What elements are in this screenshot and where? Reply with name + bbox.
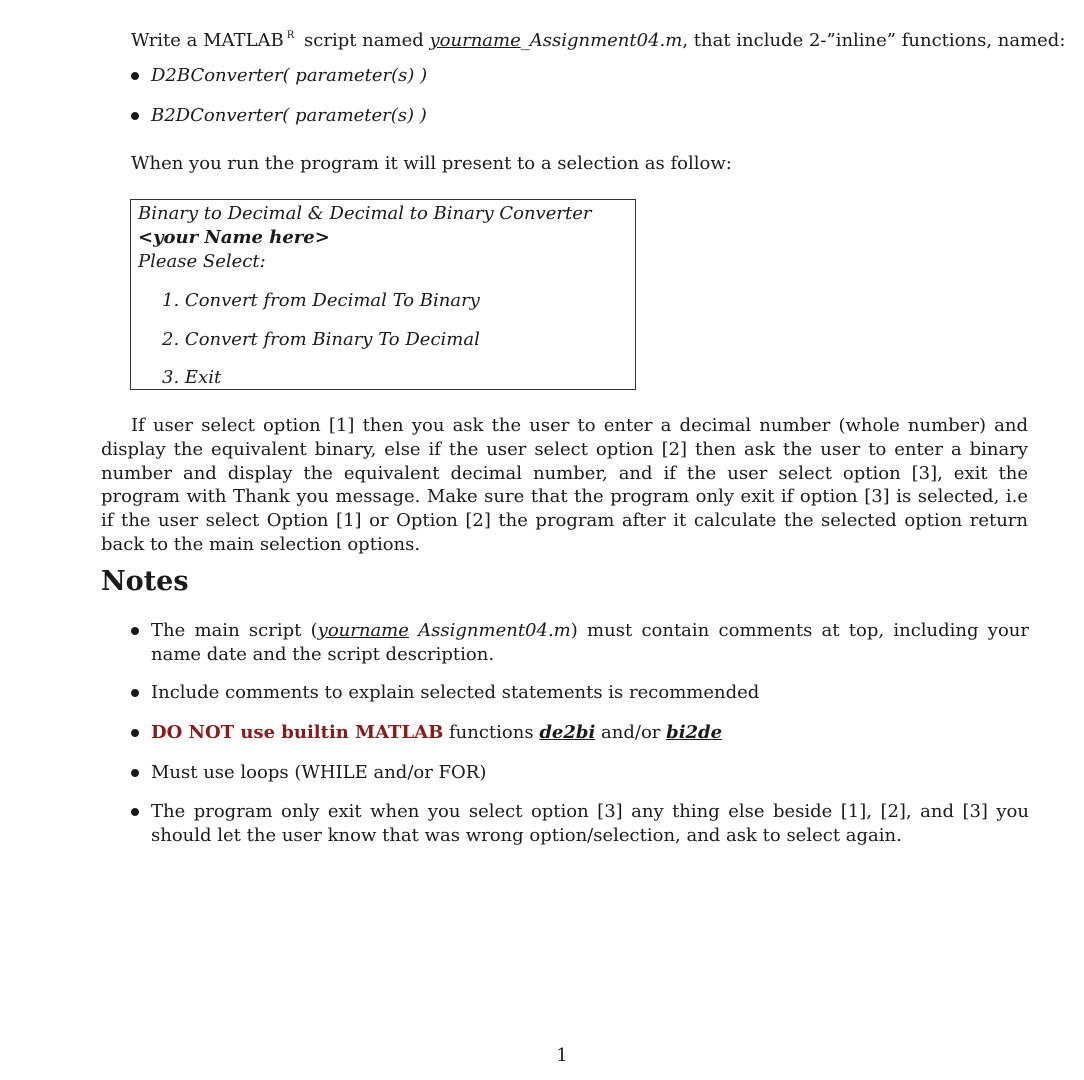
- note-builtin-warning: [151, 721, 722, 745]
- menu-example-box: [130, 199, 636, 390]
- menu-option-label: Convert from Decimal To Binary: [184, 290, 480, 311]
- intro-after-logo: script named: [304, 30, 424, 51]
- menu-title: Binary to Decimal & Decimal to Binary Converter: [138, 203, 592, 224]
- bullet-icon: [131, 72, 139, 80]
- menu-option-number: 1.: [162, 290, 180, 311]
- bullet-icon: [131, 769, 139, 777]
- func-bi2de: bi2de: [666, 722, 723, 743]
- menu-option-3: [162, 366, 221, 390]
- note3-joiner: and/or: [595, 722, 667, 743]
- bullet-icon: [131, 729, 139, 737]
- function-item-b2d: B2DConverter( parameter(s) ): [151, 105, 427, 126]
- page-number: 1: [556, 1045, 568, 1066]
- filename-underlined: yourname: [429, 30, 521, 51]
- menu-name-placeholder: <your Name here>: [138, 227, 330, 248]
- note1-filename: [318, 620, 571, 641]
- intro-after-filename: , that include 2-”inline” functions, named:: [682, 30, 1066, 51]
- menu-option-2: [162, 328, 480, 352]
- bullet-icon: [131, 627, 139, 635]
- note1-after: ) must contain comments at top, including your name date and the script description.: [151, 620, 1030, 665]
- selection-intro: When you run the program it will present to a selection as follow:: [131, 153, 732, 174]
- menu-prompt: Please Select:: [138, 251, 266, 272]
- note-main-script: [151, 619, 1029, 666]
- bullet-icon: [131, 112, 139, 120]
- menu-option-label: Convert from Binary To Decimal: [184, 329, 480, 350]
- note1-before: The main script (: [151, 620, 318, 641]
- func-de2bi: de2bi: [539, 722, 596, 743]
- note1-filename-rest: Assignment04.m: [408, 620, 571, 641]
- note-comments: Include comments to explain selected statements is recommended: [151, 682, 760, 703]
- filename-rest: _Assignment04.m: [520, 30, 683, 51]
- menu-option-number: 2.: [162, 329, 180, 350]
- note3-middle: functions: [443, 722, 540, 743]
- intro-sentence: [131, 24, 1065, 53]
- function-item-d2b: D2BConverter( parameter(s) ): [151, 65, 428, 86]
- note1-filename-underlined: yourname: [317, 620, 409, 641]
- registered-mark: R: [286, 30, 295, 41]
- instructions-paragraph: If user select option [1] then you ask the user to enter a decimal number (whole number) and display the equivalent binary, else if the user select option [2] then ask the user to enter a binary number and display the equivalent decimal number, and if the user select option [3], exit the program with Thank you message. Make sure that the program only exit if option [3] is selected, i.e if the user select Option [1] or Option [2] the program after it calculate the selected option return back to the main selection options.: [101, 415, 1028, 555]
- menu-option-number: 3.: [162, 367, 180, 388]
- bullet-icon: [131, 808, 139, 816]
- menu-option-label: Exit: [184, 367, 222, 388]
- notes-heading: Notes: [101, 566, 189, 597]
- assignment-filename: [429, 30, 682, 51]
- note-exit-behavior: The program only exit when you select option [3] any thing else beside [1], [2], and [3] you should let the user know that was wrong option/selection, and ask to select again.: [151, 801, 1029, 846]
- intro-before-logo: Write a MATLAB: [131, 30, 284, 51]
- menu-option-1: [162, 289, 480, 313]
- builtin-warning-text: DO NOT use builtin MATLAB: [151, 722, 444, 743]
- note-loops: Must use loops (WHILE and/or FOR): [151, 762, 487, 783]
- bullet-icon: [131, 689, 139, 697]
